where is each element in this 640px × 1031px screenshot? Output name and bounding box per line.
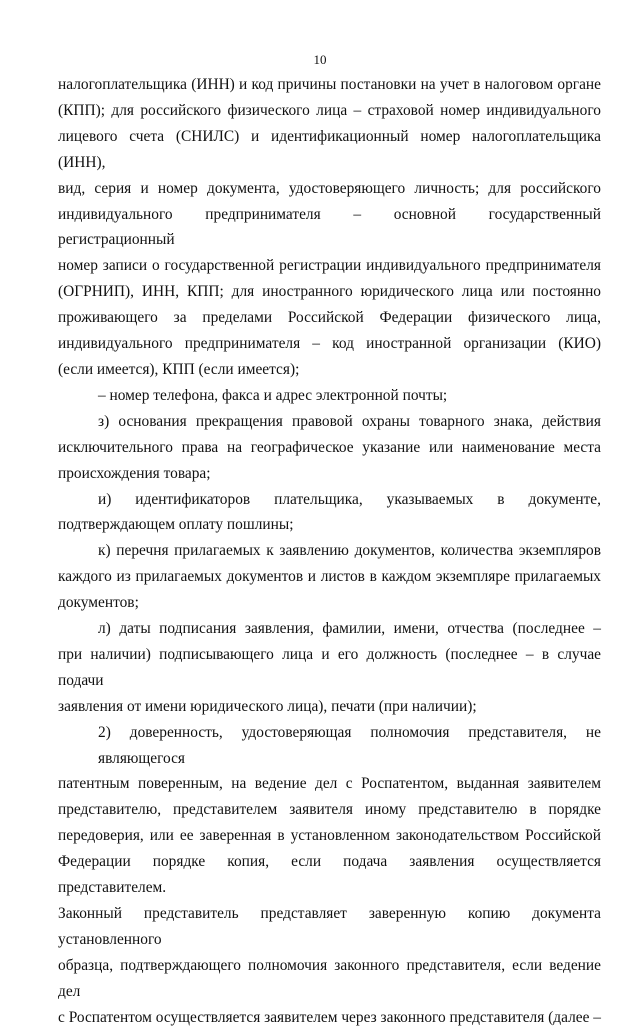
text-line: передоверия, или ее заверенная в установленном законодательством Российской	[58, 827, 601, 845]
text-line: патентным поверенным, на ведение дел с Роспатентом, выданная заявителем	[58, 775, 601, 793]
text-line: номер записи о государственной регистрации индивидуального предпринимателя	[58, 257, 601, 275]
text-line: (ОГРНИП), ИНН, КПП; для иностранного юридического лица или постоянно	[58, 283, 601, 301]
text-line: документов;	[58, 594, 139, 612]
text-line: и) идентификаторов плательщика, указываемых в документе,	[98, 490, 601, 508]
text-line: при наличии) подписывающего лица и его должность (последнее – в случае подачи	[58, 645, 601, 689]
text-line: 2) доверенность, удостоверяющая полномочия представителя, не являющегося	[98, 723, 601, 767]
text-line: исключительного права на географическое указание или наименование места	[58, 438, 601, 456]
text-line: с Роспатентом осуществляется заявителем через законного представителя (далее –	[58, 1008, 601, 1026]
text-line: индивидуального предпринимателя – основной государственный регистрационный	[58, 205, 601, 249]
text-line: – номер телефона, факса и адрес электронной почты;	[98, 386, 448, 404]
document-body	[58, 72, 601, 1031]
text-line: л) даты подписания заявления, фамилии, имени, отчества (последнее –	[98, 620, 601, 638]
text-line: подтверждающем оплату пошлины;	[58, 516, 294, 534]
text-line: к) перечня прилагаемых к заявлению документов, количества экземпляров	[98, 542, 601, 560]
text-line: происхождения товара;	[58, 464, 211, 482]
text-line: з) основания прекращения правовой охраны товарного знака, действия	[98, 412, 601, 430]
text-line: налогоплательщика (ИНН) и код причины постановки на учет в налоговом органе	[58, 76, 601, 93]
text-line: представителю, представителем заявителя иному представителю в порядке	[58, 801, 601, 819]
text-line: лицевого счета (СНИЛС) и идентификационный номер налогоплательщика (ИНН),	[58, 127, 601, 171]
text-line: проживающего за пределами Российской Федерации физического лица,	[58, 309, 601, 327]
text-line: каждого из прилагаемых документов и листов в каждом экземпляре прилагаемых	[58, 568, 601, 586]
text-line: заявления от имени юридического лица), печати (при наличии);	[58, 697, 477, 715]
text-line: индивидуального предпринимателя – код иностранной организации (КИО)	[58, 335, 601, 353]
text-line: (если имеется), КПП (если имеется);	[58, 360, 300, 378]
text-line: образца, подтверждающего полномочия законного представителя, если ведение дел	[58, 956, 601, 1000]
page-number: 10	[313, 52, 327, 67]
text-line: Федерации порядке копия, если подача заявления осуществляется представителем.	[58, 853, 601, 897]
text-line: Законный представитель представляет заверенную копию документа установленного	[58, 905, 601, 948]
text-line: вид, серия и номер документа, удостоверяющего личность; для российского	[58, 179, 601, 197]
text-line: (КПП); для российского физического лица – страховой номер индивидуального	[58, 101, 601, 119]
